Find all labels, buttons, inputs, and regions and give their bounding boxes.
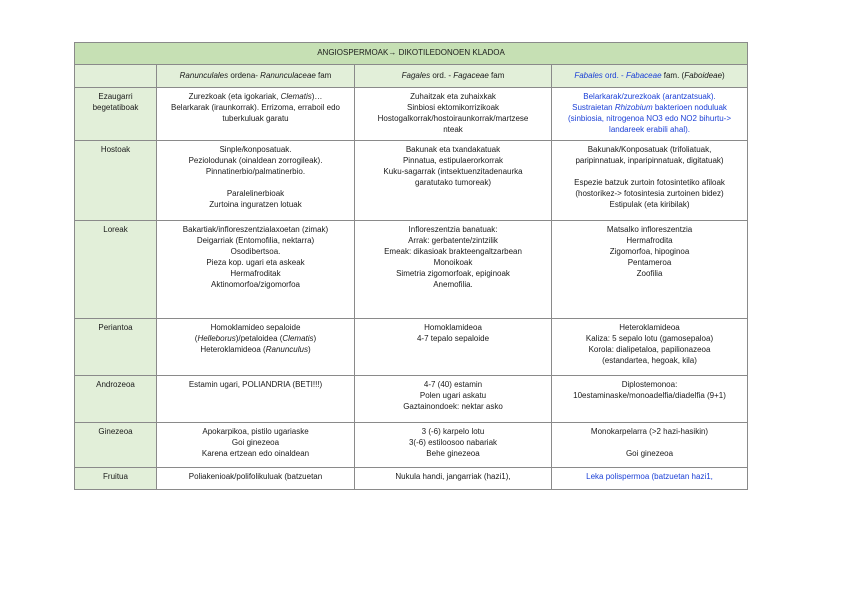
cell-loreak-fabaceae: Matsalko infloreszentzia Hermafrodita Zigomorfoa, hipoginoa Pentameroa Zoofilia — [552, 221, 748, 319]
corner-cell — [75, 65, 157, 88]
table-row — [75, 468, 748, 490]
title-row — [75, 43, 748, 65]
table-row — [75, 88, 748, 141]
cell-androzeoa-fabaceae: Diplostemonoa: 10estaminaske/monoadelfia/diadelfia (9+1) — [552, 376, 748, 423]
row-label-ezaugarri: Ezaugarri begetatiboak — [75, 88, 157, 141]
cell-ezaugarri-fabaceae: Belarkarak/zurezkoak (arantzatsuak). Sustraietan Rhizobium bakterioen noduluak (sinbiosia, nitrogenoa NO3 edo NO2 bihurtu-> landareek erabili ahal). — [552, 88, 748, 141]
cell-hostoak-ranunculaceae: Sinple/konposatuak. Peziolodunak (oinaldean zorrogileak). Pinnatinerbio/palmatinerbio. Paralelinerbioak Zurtoina inguratzen lotuak — [157, 141, 355, 221]
cell-periantoa-fagaceae: Homoklamideoa 4-7 tepalo sepaloide — [355, 319, 552, 376]
cell-androzeoa-fagaceae: 4-7 (40) estamin Polen ugari askatu Gaztainondoek: nektar asko — [355, 376, 552, 423]
table-row — [75, 221, 748, 319]
cell-fruitua-ranunculaceae: Poliakenioak/polifolikuluak (batzuetan — [157, 468, 355, 490]
cell-hostoak-fabaceae: Bakunak/Konposatuak (trifoliatuak, paripinnatuak, inparipinnatuak, digitatuak) Espezie batzuk zurtoin fotosintetiko afiloak (hostorikez-> fotosintesia zurtoinen bidez) Estipulak (eta kiribilak) — [552, 141, 748, 221]
row-label-androzeoa: Androzeoa — [75, 376, 157, 423]
cell-hostoak-fagaceae: Bakunak eta txandakatuak Pinnatua, estipulaerorkorrak Kuku-sagarrak (intsektuenzitadenaurka garatutako tumoreak) — [355, 141, 552, 221]
row-label-periantoa: Periantoa — [75, 319, 157, 376]
angiosperm-table — [74, 42, 748, 490]
cell-ginezeoa-fagaceae: 3 (-6) karpelo lotu 3(-6) estiloosoo nabariak Behe ginezeoa — [355, 423, 552, 468]
cell-ezaugarri-ranunculaceae: Zurezkoak (eta igokariak, Clematis)… Belarkarak (iraunkorrak). Errizoma, erraboil edo tuberkuluak garatu — [157, 88, 355, 141]
table-row — [75, 423, 748, 468]
family-header-fagaceae: Fagales ord. - Fagaceae fam — [355, 65, 552, 88]
row-label-fruitua: Fruitua — [75, 468, 157, 490]
table-title: ANGIOSPERMOAK→ DIKOTILEDONOEN KLADOA — [75, 43, 748, 65]
cell-androzeoa-ranunculaceae: Estamin ugari, POLIANDRIA (BETI!!!) — [157, 376, 355, 423]
cell-periantoa-fabaceae: Heteroklamideoa Kaliza: 5 sepalo lotu (gamosepaloa) Korola: dialipetaloa, papilionazeoa (estandartea, hegoak, kila) — [552, 319, 748, 376]
row-label-hostoak: Hostoak — [75, 141, 157, 221]
table-row — [75, 141, 748, 221]
table-row — [75, 319, 748, 376]
row-label-loreak: Loreak — [75, 221, 157, 319]
row-label-ginezeoa: Ginezeoa — [75, 423, 157, 468]
cell-ginezeoa-ranunculaceae: Apokarpikoa, pistilo ugariaske Goi ginezeoa Karena ertzean edo oinaldean — [157, 423, 355, 468]
family-header-ranunculaceae: Ranunculales ordena- Ranunculaceae fam — [157, 65, 355, 88]
cell-loreak-fagaceae: Infloreszentzia banatuak: Arrak: gerbatente/zintzilik Emeak: dikasioak brakteengaltzarbean Monoikoak Simetria zigomorfoak, epiginoak Anemofilia. — [355, 221, 552, 319]
cell-fruitua-fagaceae: Nukula handi, jangarriak (hazi1), — [355, 468, 552, 490]
cell-periantoa-ranunculaceae: Homoklamideo sepaloide (Helleborus)/petaloidea (Clematis) Heteroklamideoa (Ranunculus) — [157, 319, 355, 376]
family-header-row — [75, 65, 748, 88]
family-header-fabaceae: Fabales ord. - Fabaceae fam. (Faboideae) — [552, 65, 748, 88]
table-row — [75, 376, 748, 423]
cell-ezaugarri-fagaceae: Zuhaitzak eta zuhaixkak Sinbiosi ektomikorrizikoak Hostogalkorrak/hostoiraunkorrak/martzese nteak — [355, 88, 552, 141]
cell-fruitua-fabaceae: Leka polispermoa (batzuetan hazi1, — [552, 468, 748, 490]
cell-ginezeoa-fabaceae: Monokarpelarra (>2 hazi-hasikin) Goi ginezeoa — [552, 423, 748, 468]
cell-loreak-ranunculaceae: Bakartiak/infloreszentzialaxoetan (zimak) Deigarriak (Entomofilia, nektarra) Osodibertsoa. Pieza kop. ugari eta askeak Hermafroditak Aktinomorfoa/zigomorfoa — [157, 221, 355, 319]
